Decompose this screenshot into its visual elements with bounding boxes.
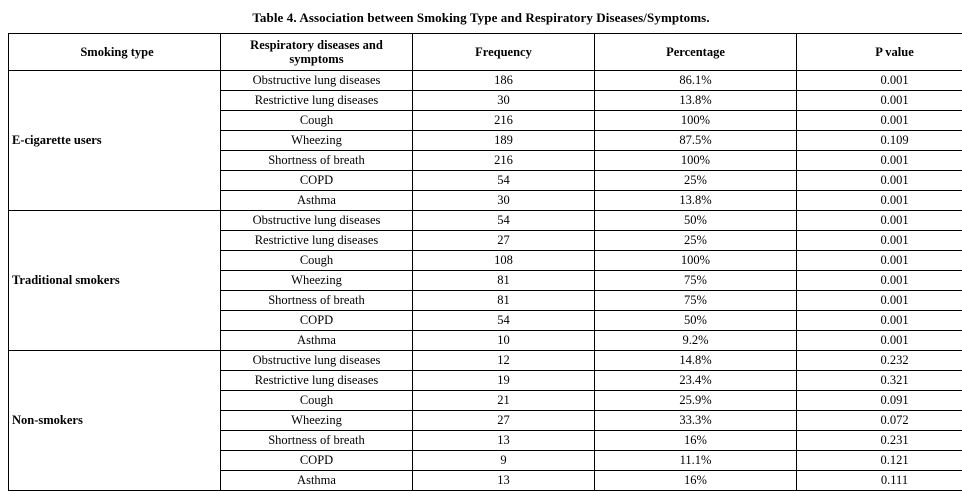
frequency-cell: 30 — [413, 91, 595, 111]
symptom-cell: Wheezing — [221, 411, 413, 431]
symptom-cell: Obstructive lung diseases — [221, 351, 413, 371]
percentage-cell: 50% — [595, 311, 797, 331]
symptom-cell: Asthma — [221, 191, 413, 211]
p-value-cell: 0.111 — [797, 471, 962, 491]
symptom-cell: COPD — [221, 311, 413, 331]
percentage-cell: 75% — [595, 291, 797, 311]
frequency-cell: 216 — [413, 111, 595, 131]
column-header-frequency: Frequency — [413, 34, 595, 71]
frequency-cell: 27 — [413, 231, 595, 251]
percentage-cell: 11.1% — [595, 451, 797, 471]
p-value-cell: 0.109 — [797, 131, 962, 151]
frequency-cell: 12 — [413, 351, 595, 371]
table-row — [9, 211, 962, 231]
p-value-cell: 0.091 — [797, 391, 962, 411]
frequency-cell: 108 — [413, 251, 595, 271]
p-value-cell: 0.001 — [797, 331, 962, 351]
table-row — [9, 351, 962, 371]
percentage-cell: 50% — [595, 211, 797, 231]
frequency-cell: 13 — [413, 471, 595, 491]
group-label-ecigarette: E-cigarette users — [9, 71, 221, 211]
frequency-cell: 186 — [413, 71, 595, 91]
symptom-cell: Restrictive lung diseases — [221, 91, 413, 111]
p-value-cell: 0.121 — [797, 451, 962, 471]
p-value-cell: 0.072 — [797, 411, 962, 431]
respiratory-association-table — [8, 33, 962, 491]
p-value-cell: 0.232 — [797, 351, 962, 371]
column-header-p-value: P value — [797, 34, 962, 71]
p-value-cell: 0.001 — [797, 71, 962, 91]
percentage-cell: 25% — [595, 231, 797, 251]
p-value-cell: 0.001 — [797, 311, 962, 331]
symptom-cell: Cough — [221, 251, 413, 271]
p-value-cell: 0.231 — [797, 431, 962, 451]
percentage-cell: 100% — [595, 111, 797, 131]
percentage-cell: 25% — [595, 171, 797, 191]
symptom-cell: Shortness of breath — [221, 431, 413, 451]
p-value-cell: 0.001 — [797, 231, 962, 251]
percentage-cell: 13.8% — [595, 91, 797, 111]
frequency-cell: 10 — [413, 331, 595, 351]
group-label-traditional: Traditional smokers — [9, 211, 221, 351]
table-row — [9, 71, 962, 91]
symptom-cell: Asthma — [221, 471, 413, 491]
symptom-cell: Asthma — [221, 331, 413, 351]
p-value-cell: 0.001 — [797, 251, 962, 271]
percentage-cell: 23.4% — [595, 371, 797, 391]
frequency-cell: 21 — [413, 391, 595, 411]
symptom-cell: Obstructive lung diseases — [221, 71, 413, 91]
column-header-smoking-type: Smoking type — [9, 34, 221, 71]
p-value-cell: 0.001 — [797, 111, 962, 131]
frequency-cell: 216 — [413, 151, 595, 171]
percentage-cell: 25.9% — [595, 391, 797, 411]
table-header-row — [9, 34, 962, 71]
p-value-cell: 0.001 — [797, 211, 962, 231]
frequency-cell: 54 — [413, 171, 595, 191]
symptom-cell: Shortness of breath — [221, 291, 413, 311]
p-value-cell: 0.001 — [797, 271, 962, 291]
percentage-cell: 9.2% — [595, 331, 797, 351]
p-value-cell: 0.321 — [797, 371, 962, 391]
p-value-cell: 0.001 — [797, 291, 962, 311]
symptom-cell: COPD — [221, 171, 413, 191]
percentage-cell: 100% — [595, 251, 797, 271]
column-header-respiratory: Respiratory diseases and symptoms — [221, 34, 413, 71]
symptom-cell: Restrictive lung diseases — [221, 371, 413, 391]
symptom-cell: COPD — [221, 451, 413, 471]
symptom-cell: Restrictive lung diseases — [221, 231, 413, 251]
percentage-cell: 16% — [595, 431, 797, 451]
frequency-cell: 19 — [413, 371, 595, 391]
group-label-non-smokers: Non-smokers — [9, 351, 221, 491]
frequency-cell: 13 — [413, 431, 595, 451]
percentage-cell: 86.1% — [595, 71, 797, 91]
table-body — [9, 71, 962, 491]
symptom-cell: Shortness of breath — [221, 151, 413, 171]
percentage-cell: 14.8% — [595, 351, 797, 371]
symptom-cell: Cough — [221, 391, 413, 411]
percentage-cell: 16% — [595, 471, 797, 491]
symptom-cell: Wheezing — [221, 131, 413, 151]
p-value-cell: 0.001 — [797, 91, 962, 111]
percentage-cell: 33.3% — [595, 411, 797, 431]
symptom-cell: Wheezing — [221, 271, 413, 291]
column-header-percentage: Percentage — [595, 34, 797, 71]
p-value-cell: 0.001 — [797, 151, 962, 171]
table-caption: Table 4. Association between Smoking Type and Respiratory Diseases/Symptoms. — [8, 10, 954, 26]
frequency-cell: 189 — [413, 131, 595, 151]
percentage-cell: 13.8% — [595, 191, 797, 211]
symptom-cell: Cough — [221, 111, 413, 131]
percentage-cell: 87.5% — [595, 131, 797, 151]
frequency-cell: 81 — [413, 271, 595, 291]
percentage-cell: 75% — [595, 271, 797, 291]
frequency-cell: 54 — [413, 211, 595, 231]
p-value-cell: 0.001 — [797, 171, 962, 191]
frequency-cell: 27 — [413, 411, 595, 431]
percentage-cell: 100% — [595, 151, 797, 171]
p-value-cell: 0.001 — [797, 191, 962, 211]
frequency-cell: 30 — [413, 191, 595, 211]
symptom-cell: Obstructive lung diseases — [221, 211, 413, 231]
frequency-cell: 54 — [413, 311, 595, 331]
table-header — [9, 34, 962, 71]
frequency-cell: 81 — [413, 291, 595, 311]
frequency-cell: 9 — [413, 451, 595, 471]
